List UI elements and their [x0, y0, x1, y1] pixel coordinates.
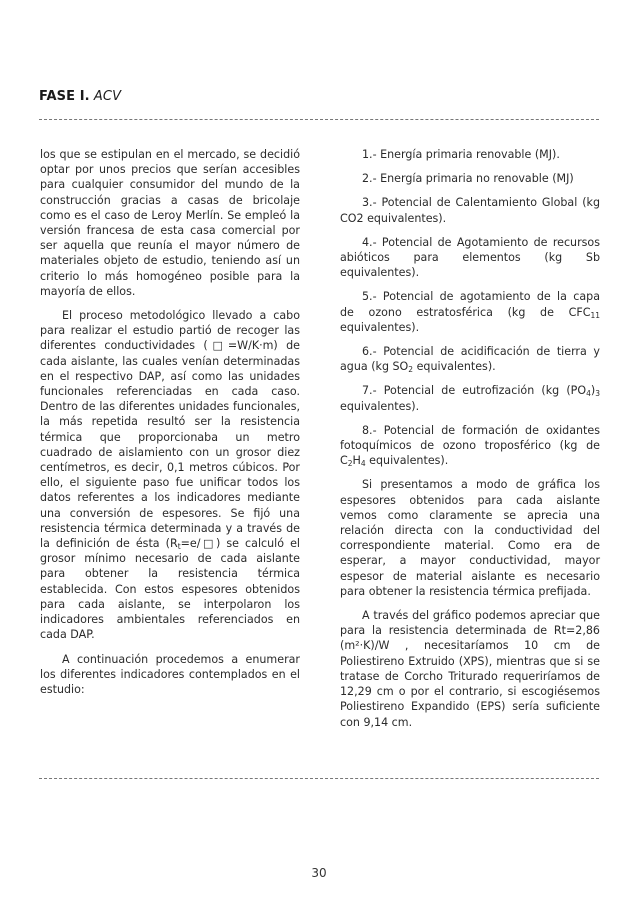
- indicator-6: [340, 344, 600, 374]
- indicator-4: 4.- Potencial de Agotamiento de recursos abióticos para elementos (kg Sb equivalentes).: [340, 235, 600, 280]
- right-paragraph-graph: Si presentamos a modo de gráfica los espesores obtenidos para cada aislante vemos como claramente se aprecia una relación directa con la conductividad del correspondiente material. Como era de esperar, a mayor conductividad, mayor espesor de material aislante es necesario para obtener la resistencia térmica prefijada.: [340, 478, 600, 598]
- indicator-7-subscript-1: 4: [586, 389, 591, 399]
- left-paragraph-2-text-cont: =e/□) se calculó el grosor mínimo necesario de cada aislante para obtener la resistencia térmica establecida. Con estos espesores obtenidos para cada aislante, se interpolaron los indicadores ambientales referenciados en cada DAP.: [40, 537, 300, 642]
- left-paragraph-2: [40, 308, 300, 642]
- top-divider: [39, 119, 599, 120]
- indicator-8-text-end: equivalentes).: [365, 454, 449, 468]
- indicator-8-h: H: [352, 454, 361, 468]
- indicator-2: 2.- Energía primaria no renovable (MJ): [362, 172, 574, 186]
- indicator-5-text-end: equivalentes).: [340, 320, 420, 334]
- indicator-5: [340, 289, 600, 335]
- section-header-acv: ACV: [89, 89, 122, 104]
- indicator-7: [340, 383, 600, 413]
- indicator-1: 1.- Energía primaria renovable (MJ).: [362, 148, 560, 161]
- page-number: 30: [311, 866, 327, 880]
- indicator-7-paren: ): [590, 384, 596, 398]
- indicator-5-text: 5.- Potencial de agotamiento de la capa de ozono estratosférica (kg de CFC: [340, 290, 600, 319]
- right-paragraph-results: A través del gráfico podemos apreciar que para la resistencia determinada de Rt=2,86 (m²·K)/W , necesitaríamos 10 cm de Poliestireno Extruido (XPS), mientras que si se tratase de Corcho Triturado requeriríamos de 12,29 cm o por el contrario, si escogiésemos Poliestireno Expandido (EPS) sería suficiente con 9,14 cm.: [340, 609, 600, 729]
- section-header: [39, 89, 121, 104]
- left-paragraph-3: A continuación procedemos a enumerar los diferentes indicadores contemplados en el estudio:: [40, 652, 300, 696]
- right-column: [340, 147, 600, 739]
- indicator-7-subscript-2: 3: [595, 389, 600, 399]
- indicator-5-subscript: 11: [590, 310, 600, 320]
- indicator-6-subscript: 2: [408, 365, 414, 375]
- section-header-phase: FASE I.: [39, 89, 90, 104]
- left-paragraph-2-subscript: t: [177, 542, 181, 552]
- indicator-6-text: 6.- Potencial de acidificación de tierra y agua (kg SO: [340, 345, 600, 374]
- indicator-8-subscript-2: 4: [360, 459, 366, 469]
- indicator-7-text: 7.- Potencial de eutrofización (kg (PO: [362, 384, 587, 398]
- indicator-6-text-end: equivalentes).: [413, 360, 496, 374]
- indicator-8-subscript-1: 2: [347, 459, 353, 469]
- left-column: [40, 147, 300, 706]
- indicator-7-text-end: equivalentes).: [340, 399, 420, 413]
- indicator-8: [340, 423, 600, 469]
- left-paragraph-1: los que se estipulan en el mercado, se decidió optar por unos precios que serían accesibles para cualquier consumidor del mundo de la construcción gracias a casas de bricolaje como es el caso de Leroy Merlín. Se empleó la versión francesa de esta casa comercial por ser aquella que reunía el mayor número de materiales objeto de estudio, teniendo así un criterio lo más homogéneo posible para la mayoría de ellos.: [40, 148, 300, 298]
- indicator-3: 3.- Potencial de Calentamiento Global (kg CO2 equivalentes).: [340, 196, 600, 225]
- left-paragraph-2-text: El proceso metodológico llevado a cabo para realizar el estudio partió de recoger las diferentes conductividades (□=W/K·m) de cada aislante, las cuales venían determinadas en el respectivo DAP, así como las unidades funcionales referenciadas en cada caso. Dentro de las diferentes unidades funcionales, la más repetida resultó ser la resistencia térmica que proporcionaba un metro cuadrado de aislamiento con un grosor diez centímetros, es decir, 0,1 metros cúbicos. Por ello, el siguiente paso fue unificar todos los datos referentes a los indicadores mediante una conversión de espesores. Se fijó una resistencia térmica determinada y a través de la definición de ésta (R: [40, 309, 300, 551]
- bottom-divider: [39, 778, 599, 779]
- indicator-8-text: 8.- Potencial de formación de oxidantes fotoquímicos de ozono troposférico (kg de C: [340, 423, 600, 468]
